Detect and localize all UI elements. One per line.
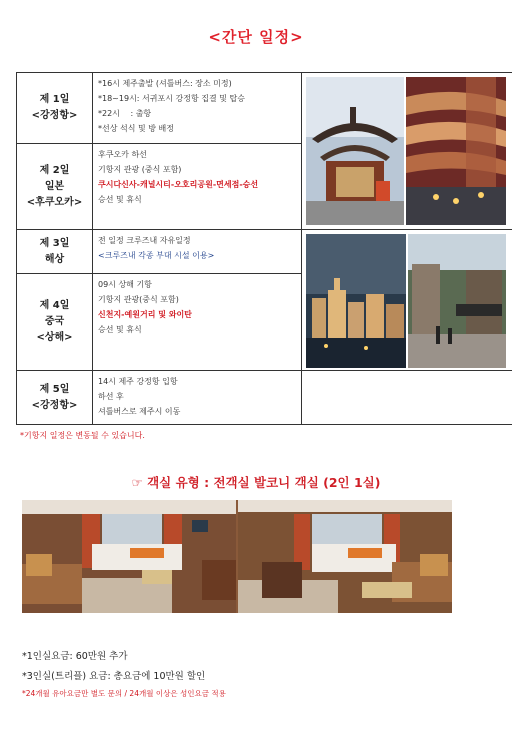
day2-country: 일본 (44, 180, 65, 192)
cabin-photo (22, 500, 452, 613)
day3-line: 전 일정 크루즈내 자유일정 (98, 236, 191, 245)
room-type-title: ☞ 객실 유형 : 전객실 발코니 객실 (2인 1실) (131, 475, 381, 490)
page-title: <간단 일정> (208, 28, 304, 46)
day4-line: 09시 상해 기항 (98, 280, 152, 289)
day2-place: <후쿠오카> (26, 196, 83, 208)
schedule-note: *기항지 일정은 변동될 수 있습니다. (20, 431, 145, 440)
day1-line: *18~19시: 서귀포시 강정항 집결 및 탑승 (98, 94, 245, 103)
day4-line: 승선 및 휴식 (98, 325, 142, 334)
day5-details (93, 371, 302, 425)
day1-details (93, 73, 302, 144)
empty-cell (302, 371, 512, 425)
day4-highlight: 신천지-예원거리 및 와이탄 (98, 310, 192, 319)
day5-line: 14시 제주 강정항 입항 (98, 377, 178, 386)
day5-cell (17, 371, 93, 425)
day3-cell (17, 230, 93, 274)
day1-cell (17, 73, 93, 144)
schedule-row-day1 (17, 73, 512, 144)
shanghai-photo (306, 234, 506, 368)
day1-place: <강정항> (31, 110, 78, 121)
day4-cell (17, 274, 93, 371)
day2-line: 후쿠오카 하선 (98, 150, 147, 159)
triple-room-price: *3인실(트리플) 요금: 총요금에 10만원 할인 (22, 671, 206, 682)
day1-line: *16시 제주출발 (셔틀버스: 장소 미정) (98, 79, 232, 88)
infant-price-note: *24개월 유아요금만 별도 문의 / 24개월 이상은 성인요금 적용 (22, 689, 226, 698)
day2-label: 제 2일 (39, 164, 70, 176)
day3-label: 제 3일 (39, 237, 70, 249)
day3-details (93, 230, 302, 274)
day5-line: 하선 후 (98, 392, 124, 401)
shanghai-photo-cell (302, 230, 512, 371)
day4-country: 중국 (44, 316, 65, 327)
day1-line: *선상 석식 및 방 배정 (98, 124, 174, 133)
day2-line: 승선 및 휴식 (98, 195, 142, 204)
day1-line: *22시 : 출항 (98, 109, 152, 118)
day4-details (93, 274, 302, 371)
day4-label: 제 4일 (39, 300, 70, 311)
day2-highlight: 쿠시다신사-캐널시티-오호리공원-면세점-승선 (98, 180, 259, 189)
day1-label: 제 1일 (39, 94, 70, 105)
day3-place: 해상 (44, 253, 65, 265)
day4-line: 기항지 관광(중식 포함) (98, 295, 179, 304)
day2-cell (17, 144, 93, 230)
day2-line: 기항지 관광 (중식 포함) (98, 165, 182, 174)
fukuoka-photo (306, 77, 506, 225)
day4-place: <상해> (36, 332, 73, 343)
fukuoka-photo-cell (302, 73, 512, 230)
schedule-row-day3 (17, 230, 512, 274)
day2-details (93, 144, 302, 230)
day3-highlight: <크루즈내 각종 부대 시설 이용> (98, 251, 215, 260)
day5-place: <강정항> (31, 399, 78, 411)
day5-line: 셔틀버스로 제주시 이동 (98, 407, 181, 416)
day5-label: 제 5일 (39, 383, 70, 395)
single-room-price: *1인실요금: 60만원 추가 (22, 651, 128, 662)
schedule-table (16, 72, 512, 425)
schedule-row-day5 (17, 371, 512, 425)
